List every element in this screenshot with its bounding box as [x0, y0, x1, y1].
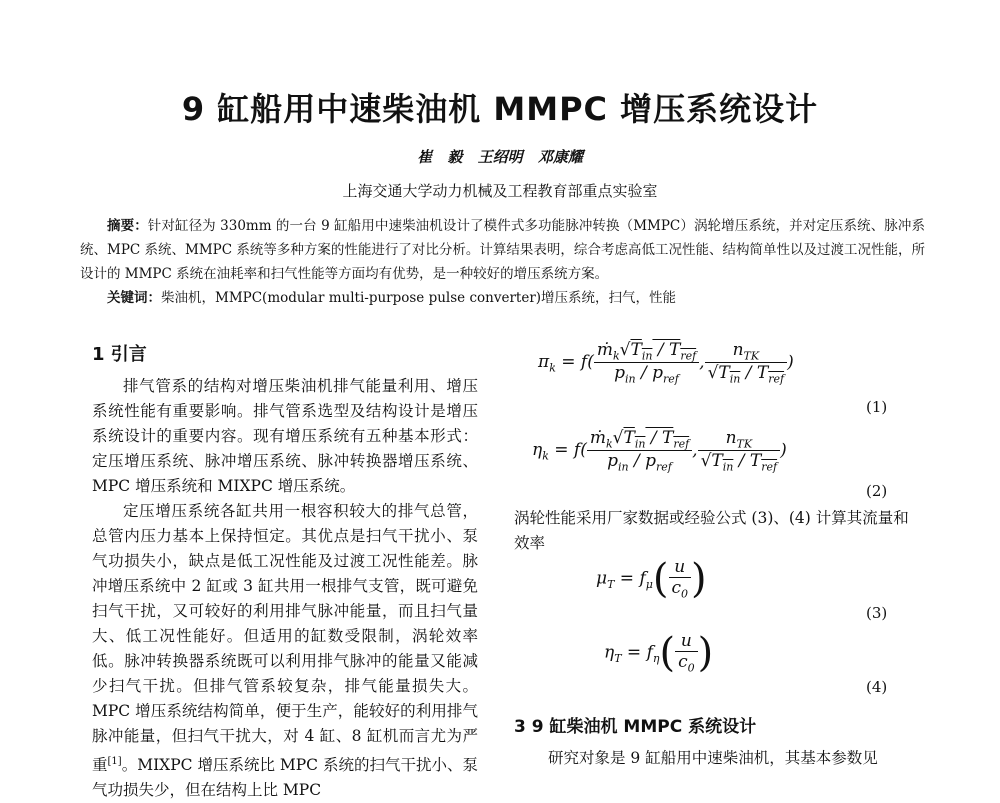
equation-2: $\eta_k = f$( $\frac{ṁ_k√T_{in} / T_{ref}}{p_{in} / p_{ref}}$ , $\frac{n_{TK}}{√T_{in} / T_{ref}}$ ): [532, 428, 787, 474]
abstract: [80, 214, 925, 286]
citation-ref: [1]: [107, 756, 122, 767]
eq2-fraction-b: $\frac{n_{TK}}{√T_{in} / T_{ref}}$: [698, 428, 781, 474]
abstract-text: 针对缸径为 330mm 的一台 9 缸船用中速柴油机设计了模件式多功能脉冲转换（MMPC）涡轮增压系统，并对定压系统、脉冲系统、MPC 系统、MMPC 系统等多种方案的性能进行了对比分析。计算结果表明，综合考虑高低工况性能、结构简单性以及过渡工况性能，所设计的 MMPC 系统在油耗率和扫气性能等方面均有优势，是一种较好的增压系统方案。: [80, 218, 926, 282]
equation-4: $\eta_T = f_\eta$( $\frac{u}{c_0}$ ): [604, 630, 714, 676]
section-3-heading: 3 9 缸柴油机 MMPC 系统设计: [514, 717, 757, 737]
section-1-heading: 1 引言: [92, 344, 147, 365]
page-title: 9 缸船用中速柴油机 MMPC 增压系统设计: [181, 90, 819, 128]
eq4-fraction: $\frac{u}{c_0}$: [675, 631, 698, 674]
section-3-text: 研究对象是 9 缸船用中速柴油机，其基本参数见: [548, 749, 878, 767]
equation-2-number: (2): [866, 482, 888, 500]
eq1-fraction-b: $\frac{n_{TK}}{√T_{in} / T_{ref}}$: [705, 340, 788, 386]
section-1-paragraph-2: [92, 499, 478, 803]
authors: 崔 毅 王绍明 邓康耀: [417, 148, 583, 166]
section-1-paragraph-2-cont: 。MIXPC 增压系统比 MPC 系统的扫气干扰小、泵气功损失少，但在结构上比 MPC: [92, 756, 478, 800]
equation-3: $\mu_T = f_\mu$( $\frac{u}{c_0}$ ): [596, 556, 707, 602]
eq3-fraction: $\frac{u}{c_0}$: [669, 557, 692, 600]
keywords-label: 关键词：: [107, 290, 161, 306]
affiliation: 上海交通大学动力机械及工程教育部重点实验室: [342, 182, 658, 200]
section-1-paragraph-1: 排气管系的结构对增压柴油机排气能量利用、增压系统性能有重要影响。排气管系选型及结构设计是增压系统设计的重要内容。现有增压系统有五种基本形式：定压增压系统、脉冲增压系统、脉冲转换器增压系统、MPC 增压系统和 MIXPC 增压系统。: [92, 377, 478, 495]
keywords-text: 柴油机，MMPC(modular multi-purpose pulse converter)增压系统，扫气，性能: [161, 290, 677, 306]
section-1-body: [92, 374, 478, 803]
equation-4-number: (4): [866, 678, 888, 696]
equation-1-number: (1): [866, 398, 888, 416]
abstract-label: 摘要：: [107, 218, 148, 234]
equation-3-number: (3): [866, 604, 888, 622]
keywords: [80, 286, 925, 310]
equation-1: $\pi_k = f$( $\frac{ṁ_k√T_{in} / T_{ref}}{p_{in} / p_{ref}}$ , $\frac{n_{TK}}{√T_{in} / T_{ref}}$ ): [538, 340, 794, 386]
eq2-fraction-a: $\frac{ṁ_k√T_{in} / T_{ref}}{p_{in} / p_{ref}}$: [587, 428, 692, 474]
eq1-fraction-a: $\frac{ṁ_k√T_{in} / T_{ref}}{p_{in} / p_{ref}}$: [594, 340, 699, 386]
section-1-paragraph-2-text: 定压增压系统各缸共用一根容积较大的排气总管，总管内压力基本上保持恒定。其优点是扫气干扰小、泵气功损失小，缺点是低工况性能及过渡工况性能差。脉冲增压系统中 2 缸或 3 缸共用一根排气支管，既可避免扫气干扰，又可较好的利用排气脉冲能量，而且扫气量大、低工况性能好。但适用的缸数受限制，涡轮效率低。脉冲转换器系统既可以利用排气脉冲的能量又能减少扫气干扰。但排气管系较复杂，排气能量损失大。MPC 增压系统结构简单，便于生产，能较好的利用排气脉冲能量，但扫气干扰大，对 4 缸、8 缸机而言尤为严重: [92, 502, 478, 775]
turbine-text: 涡轮性能采用厂家数据或经验公式 (3)、(4) 计算其流量和效率: [514, 509, 909, 552]
